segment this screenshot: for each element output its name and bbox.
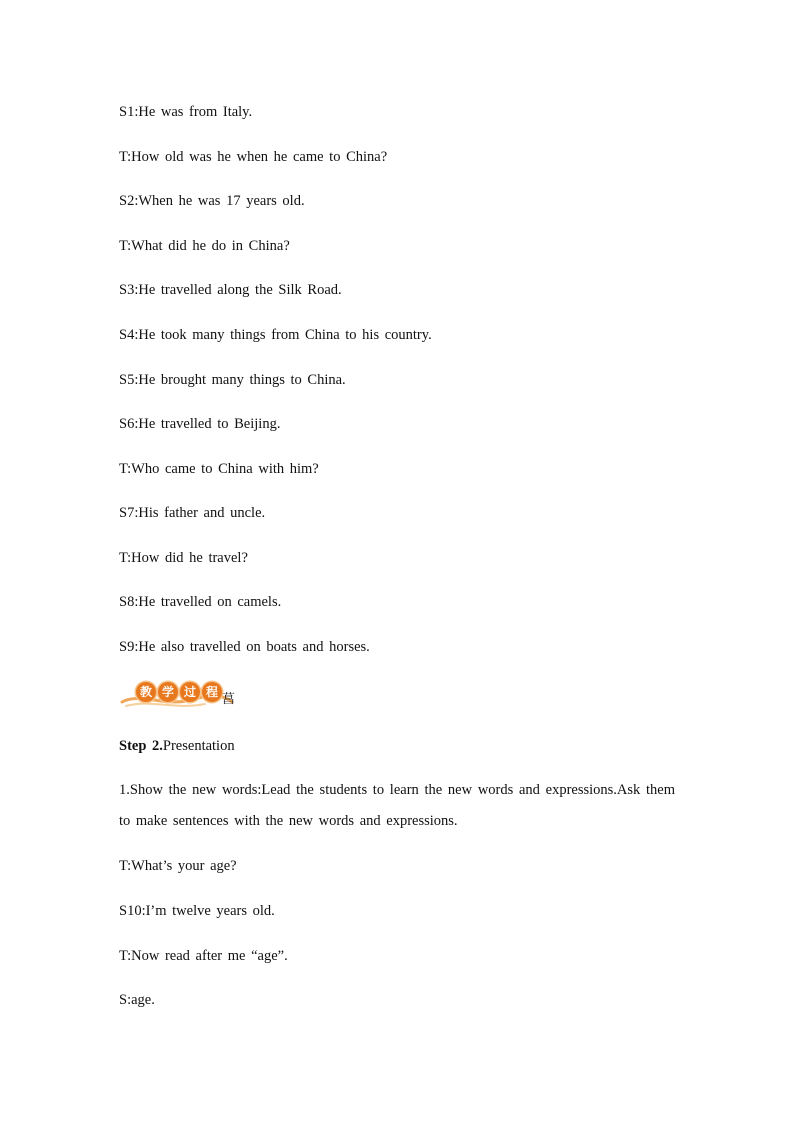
banner-char-3: 过 (180, 682, 200, 702)
dialogue-line-s7: S7:His father and uncle. (119, 505, 266, 521)
dialogue-line-s3: S3:He travelled along the Silk Road. (119, 282, 342, 298)
dialogue-line-teacher-who: T:Who came to China with him? (119, 461, 319, 477)
dialogue-line-s2: S2:When he was 17 years old. (119, 193, 305, 209)
dialogue2-line-teacher-read: T:Now read after me “age”. (119, 948, 288, 964)
dialogue-line-teacher-did: T:What did he do in China? (119, 238, 290, 254)
dialogue-line-s5: S5:He brought many things to China. (119, 372, 346, 388)
banner-char-2: 学 (158, 682, 178, 702)
step-heading (119, 737, 235, 755)
banner-trail-char: 菖 (222, 692, 236, 707)
dialogue-line-teacher-how: T:How did he travel? (119, 550, 248, 566)
instruction-paragraph: 1.Show the new words:Lead the students to learn the new words and expressions.Ask them to make sentences with the new words and expressions. (119, 782, 675, 829)
dialogue-line-s9: S9:He also travelled on boats and horses. (119, 639, 370, 655)
banner-title (136, 682, 222, 706)
dialogue2-line-s10: S10:I’m twelve years old. (119, 903, 275, 919)
step-title: Presentation (162, 738, 235, 754)
dialogue-line-teacher-age: T:How old was he when he came to China? (119, 149, 388, 165)
step-label: Step 2. (119, 738, 163, 754)
dialogue-line-s8: S8:He travelled on camels. (119, 594, 282, 610)
teaching-process-banner (120, 680, 242, 710)
banner-char-4: 程 (202, 682, 222, 702)
dialogue-line-s6: S6:He travelled to Beijing. (119, 416, 281, 432)
banner-char-1: 教 (136, 682, 156, 702)
dialogue-line-s4: S4:He took many things from China to his country. (119, 327, 432, 343)
dialogue2-line-students: S:age. (119, 992, 155, 1008)
dialogue2-line-teacher-age: T:What’s your age? (119, 858, 237, 874)
dialogue-line-s1: S1:He was from Italy. (119, 104, 253, 120)
